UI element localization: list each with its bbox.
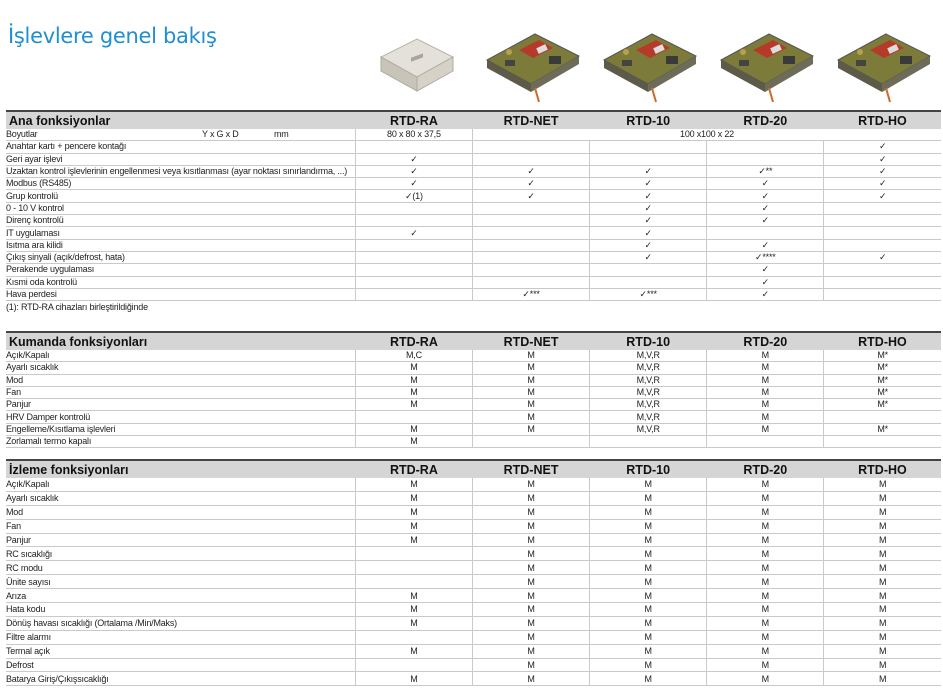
- table-cell: M: [355, 362, 472, 374]
- footnote: (1): RTD-RA cihazları birleştirildiğinde: [6, 302, 148, 312]
- table-cell: M: [590, 561, 707, 575]
- table-cell: [824, 288, 941, 300]
- table-cell: [355, 630, 472, 644]
- table-cell: M: [707, 491, 824, 505]
- table-cell: ✓: [707, 215, 824, 227]
- table-cell: [355, 251, 472, 263]
- row-label: Anahtar kartı + pencere kontağı: [6, 141, 355, 153]
- table-cell: [355, 202, 472, 214]
- dimensions-unit: mm: [274, 129, 289, 140]
- table-cell: ✓: [707, 178, 824, 190]
- table-cell: M: [707, 386, 824, 398]
- row-label: Termal açık: [6, 644, 355, 658]
- table-cell: M: [824, 505, 941, 519]
- table-cell: ✓: [590, 190, 707, 202]
- table-cell: M: [824, 533, 941, 547]
- table-cell: M: [824, 630, 941, 644]
- table-cell: [824, 436, 941, 448]
- table-cell: M: [355, 603, 472, 617]
- table-row: [6, 533, 941, 547]
- table-cell: M: [472, 423, 589, 435]
- row-label: Açık/Kapalı: [6, 478, 355, 491]
- table-row: [6, 644, 941, 658]
- table-row: [6, 276, 941, 288]
- table-cell: M: [590, 505, 707, 519]
- main-functions-table: [6, 110, 941, 301]
- column-header: RTD-NET: [472, 111, 589, 129]
- table-cell: M: [824, 658, 941, 672]
- table-cell: [355, 411, 472, 423]
- table-cell: ✓: [472, 165, 589, 177]
- table-row: [6, 616, 941, 630]
- table-cell: M*: [824, 423, 941, 435]
- table-cell: ✓****: [707, 251, 824, 263]
- row-label: Dönüş havası sıcaklığı (Ortalama /Min/Maks): [6, 616, 355, 630]
- table-cell: ✓: [355, 165, 472, 177]
- table-cell: M: [472, 374, 589, 386]
- row-label: Mod: [6, 374, 355, 386]
- table-row: [6, 350, 941, 362]
- table-cell: M: [824, 547, 941, 561]
- table-cell: M: [824, 575, 941, 589]
- table-cell: M: [707, 575, 824, 589]
- table-cell: M*: [824, 350, 941, 362]
- row-label: HRV Damper kontrolü: [6, 411, 355, 423]
- table-cell: ✓: [355, 227, 472, 239]
- table-cell: [707, 153, 824, 165]
- row-label: Isıtma ara kilidi: [6, 239, 355, 251]
- table-cell: ✓(1): [355, 190, 472, 202]
- table-row: [6, 141, 941, 153]
- table-cell: 80 x 80 x 37,5: [355, 129, 472, 141]
- table-cell: M: [472, 386, 589, 398]
- table-cell: M: [590, 672, 707, 686]
- table-cell: [824, 264, 941, 276]
- table-cell: ✓: [824, 251, 941, 263]
- table-cell: [355, 561, 472, 575]
- table-cell: M*: [824, 362, 941, 374]
- table-row: [6, 374, 941, 386]
- row-label: Açık/Kapalı: [6, 350, 355, 362]
- table-cell: M: [824, 589, 941, 603]
- column-header: RTD-NET: [472, 332, 589, 350]
- table-cell: M: [472, 658, 589, 672]
- table-cell: M,V,R: [590, 399, 707, 411]
- row-label: Ayarlı sıcaklık: [6, 362, 355, 374]
- table-cell: ✓: [590, 239, 707, 251]
- row-label: Ayarlı sıcaklık: [6, 491, 355, 505]
- table-cell: ✓: [707, 190, 824, 202]
- section-title: Ana fonksiyonlar: [6, 111, 355, 129]
- table-cell: [472, 436, 589, 448]
- table-cell: ✓: [824, 153, 941, 165]
- table-cell: M: [707, 658, 824, 672]
- column-header: RTD-20: [707, 332, 824, 350]
- column-header: RTD-20: [707, 111, 824, 129]
- table-cell: [355, 276, 472, 288]
- table-cell: M: [355, 533, 472, 547]
- table-cell: [472, 276, 589, 288]
- column-header: RTD-HO: [824, 460, 941, 478]
- table-cell: ✓**: [707, 165, 824, 177]
- table-cell: M*: [824, 374, 941, 386]
- table-cell: M: [707, 411, 824, 423]
- table-cell: [472, 141, 589, 153]
- table-cell: M: [590, 519, 707, 533]
- table-cell: [355, 141, 472, 153]
- table-row: [6, 399, 941, 411]
- table-cell: [824, 239, 941, 251]
- table-cell: [355, 215, 472, 227]
- section-title: Kumanda fonksiyonları: [6, 332, 355, 350]
- table-cell: M: [355, 505, 472, 519]
- row-label: Fan: [6, 519, 355, 533]
- rtd-net-image: [472, 14, 589, 110]
- table-cell: [590, 153, 707, 165]
- table-row: [6, 251, 941, 263]
- table-cell: ✓: [590, 215, 707, 227]
- table-cell: M: [824, 644, 941, 658]
- table-row: [6, 202, 941, 214]
- table-cell: M: [472, 505, 589, 519]
- table-cell: ✓: [707, 202, 824, 214]
- table-cell: M: [707, 362, 824, 374]
- row-label: Grup kontrolü: [6, 190, 355, 202]
- row-label: Fan: [6, 386, 355, 398]
- table-cell: M: [355, 423, 472, 435]
- table-row: [6, 227, 941, 239]
- table-row: [6, 190, 941, 202]
- column-header: RTD-HO: [824, 111, 941, 129]
- table-cell: M: [824, 672, 941, 686]
- table-row: [6, 630, 941, 644]
- table-row: [6, 658, 941, 672]
- table-cell: M: [355, 386, 472, 398]
- table-cell: M: [707, 478, 824, 491]
- row-label: 0 - 10 V kontrol: [6, 202, 355, 214]
- table-cell: M: [472, 478, 589, 491]
- table-cell: M: [472, 644, 589, 658]
- table-cell: M: [472, 672, 589, 686]
- table-cell: ✓: [707, 239, 824, 251]
- rtd-ho-image: [823, 14, 940, 110]
- table-cell: M,V,R: [590, 423, 707, 435]
- table-cell: [590, 141, 707, 153]
- table-cell: M: [707, 672, 824, 686]
- rtd-10-image: [589, 14, 706, 110]
- table-cell: M: [707, 350, 824, 362]
- table-cell: M: [355, 374, 472, 386]
- table-cell: M,V,R: [590, 386, 707, 398]
- row-label: Panjur: [6, 399, 355, 411]
- table-cell: M: [707, 505, 824, 519]
- table-cell: [472, 153, 589, 165]
- table-row: [6, 165, 941, 177]
- table-cell: ✓: [472, 190, 589, 202]
- table-cell: ✓: [355, 178, 472, 190]
- table-cell: [472, 251, 589, 263]
- column-header: RTD-NET: [472, 460, 589, 478]
- table-cell: M: [472, 519, 589, 533]
- table-row: [6, 561, 941, 575]
- column-header: RTD-RA: [355, 111, 472, 129]
- table-cell: M: [355, 478, 472, 491]
- table-cell: ✓: [824, 141, 941, 153]
- table-cell: [355, 288, 472, 300]
- table-cell: M,V,R: [590, 350, 707, 362]
- section-title: İzleme fonksiyonları: [6, 460, 355, 478]
- table-cell: ✓: [707, 276, 824, 288]
- table-cell: M: [707, 603, 824, 617]
- table-cell: ✓: [590, 251, 707, 263]
- table-cell: M,V,R: [590, 362, 707, 374]
- table-cell: M: [472, 630, 589, 644]
- table-row: [6, 264, 941, 276]
- table-cell: [472, 239, 589, 251]
- table-cell: M: [355, 519, 472, 533]
- row-label: Defrost: [6, 658, 355, 672]
- column-header: RTD-10: [590, 332, 707, 350]
- table-row: [6, 129, 941, 141]
- row-label: Direnç kontrolü: [6, 215, 355, 227]
- table-cell: M: [472, 575, 589, 589]
- table-row: [6, 178, 941, 190]
- table-cell: M: [707, 589, 824, 603]
- row-label: IT uygulaması: [6, 227, 355, 239]
- table-header-row: [6, 111, 941, 129]
- table-cell: M: [355, 672, 472, 686]
- table-cell: M: [590, 589, 707, 603]
- row-label: Batarya Giriş/Çıkışsıcaklığı: [6, 672, 355, 686]
- row-label: RC sıcaklığı: [6, 547, 355, 561]
- table-cell: M: [590, 547, 707, 561]
- table-cell: ✓: [824, 190, 941, 202]
- table-cell: ✓: [590, 202, 707, 214]
- table-cell: M*: [824, 399, 941, 411]
- table-cell: [590, 276, 707, 288]
- table-cell: M: [707, 644, 824, 658]
- table-cell: [824, 215, 941, 227]
- table-cell: M: [590, 575, 707, 589]
- row-label: RC modu: [6, 561, 355, 575]
- table-row: [6, 288, 941, 300]
- table-row: [6, 478, 941, 491]
- table-row: [6, 386, 941, 398]
- table-cell: ✓: [590, 178, 707, 190]
- table-cell: M: [590, 630, 707, 644]
- table-cell: ✓: [707, 288, 824, 300]
- row-label: Çıkış sinyali (açık/defrost, hata): [6, 251, 355, 263]
- row-label: Arıza: [6, 589, 355, 603]
- row-label: Zorlamalı termo kapalı: [6, 436, 355, 448]
- table-cell: [472, 215, 589, 227]
- page-title: İşlevlere genel bakış: [8, 24, 217, 48]
- row-label: Ünite sayısı: [6, 575, 355, 589]
- column-header: RTD-20: [707, 460, 824, 478]
- row-label: Kısmi oda kontrolü: [6, 276, 355, 288]
- table-cell: M: [707, 519, 824, 533]
- product-images: [355, 14, 941, 110]
- table-cell: [472, 227, 589, 239]
- table-cell: M: [355, 589, 472, 603]
- table-cell: M: [707, 399, 824, 411]
- table-header-row: [6, 460, 941, 478]
- table-cell: [824, 227, 941, 239]
- table-cell: M: [472, 561, 589, 575]
- table-cell: M: [824, 491, 941, 505]
- table-cell: ✓: [824, 178, 941, 190]
- table-cell: M: [355, 399, 472, 411]
- table-row: [6, 547, 941, 561]
- table-cell: [355, 264, 472, 276]
- table-row: [6, 215, 941, 227]
- table-cell: [355, 658, 472, 672]
- table-cell: [707, 227, 824, 239]
- table-cell: M: [590, 658, 707, 672]
- rtd-ra-image: [355, 14, 472, 110]
- table-cell: M: [472, 350, 589, 362]
- rtd-20-image: [706, 14, 823, 110]
- table-cell: M: [707, 630, 824, 644]
- table-row: [6, 436, 941, 448]
- table-cell: M: [824, 616, 941, 630]
- table-cell: M: [355, 491, 472, 505]
- column-header: RTD-RA: [355, 332, 472, 350]
- table-row: [6, 505, 941, 519]
- table-cell: M: [472, 399, 589, 411]
- row-label: Geri ayar işlevi: [6, 153, 355, 165]
- table-row: [6, 423, 941, 435]
- table-cell: [590, 264, 707, 276]
- table-cell: M,V,R: [590, 411, 707, 423]
- table-cell: M: [590, 478, 707, 491]
- table-cell: ✓***: [472, 288, 589, 300]
- table-row: [6, 411, 941, 423]
- table-cell: [472, 202, 589, 214]
- row-label: Filtre alarmı: [6, 630, 355, 644]
- row-label: Modbus (RS485): [6, 178, 355, 190]
- table-header-row: [6, 332, 941, 350]
- table-cell: M: [824, 478, 941, 491]
- table-cell: ✓: [590, 165, 707, 177]
- row-label: [6, 129, 355, 141]
- row-label: Engelleme/Kısıtlama işlevleri: [6, 423, 355, 435]
- table-cell: M,V,R: [590, 374, 707, 386]
- table-cell: M: [707, 374, 824, 386]
- table-cell: ✓***: [590, 288, 707, 300]
- table-cell: M: [590, 644, 707, 658]
- table-cell: M: [707, 423, 824, 435]
- table-cell: M: [355, 436, 472, 448]
- table-cell: M: [707, 561, 824, 575]
- table-cell: [472, 264, 589, 276]
- table-cell: M: [824, 603, 941, 617]
- table-cell: M: [707, 533, 824, 547]
- control-functions-table: [6, 331, 941, 448]
- table-cell: M: [707, 547, 824, 561]
- row-label: Hata kodu: [6, 603, 355, 617]
- table-cell: ✓: [472, 178, 589, 190]
- table-cell: [355, 547, 472, 561]
- dimensions-axes: Y x G x D: [202, 129, 239, 140]
- table-cell: ✓: [590, 227, 707, 239]
- row-label: Perakende uygulaması: [6, 264, 355, 276]
- table-cell: M: [590, 603, 707, 617]
- table-cell: [355, 239, 472, 251]
- row-label: Hava perdesi: [6, 288, 355, 300]
- column-header: RTD-10: [590, 111, 707, 129]
- table-cell: M: [472, 547, 589, 561]
- table-cell: [707, 436, 824, 448]
- table-cell: [824, 276, 941, 288]
- row-label: Panjur: [6, 533, 355, 547]
- column-header: RTD-RA: [355, 460, 472, 478]
- table-row: [6, 519, 941, 533]
- row-label: Mod: [6, 505, 355, 519]
- table-cell: M: [355, 616, 472, 630]
- table-cell: M: [472, 411, 589, 423]
- table-cell: ✓: [824, 165, 941, 177]
- table-cell: M: [590, 616, 707, 630]
- column-header: RTD-HO: [824, 332, 941, 350]
- table-row: [6, 153, 941, 165]
- table-cell: M: [472, 533, 589, 547]
- table-cell: [355, 575, 472, 589]
- table-cell: ✓: [707, 264, 824, 276]
- table-cell: M*: [824, 386, 941, 398]
- table-cell: M: [472, 616, 589, 630]
- table-cell: M: [355, 644, 472, 658]
- table-cell: M: [590, 533, 707, 547]
- table-row: [6, 491, 941, 505]
- table-row: [6, 239, 941, 251]
- table-row: [6, 362, 941, 374]
- table-cell: M: [472, 491, 589, 505]
- table-cell: M: [472, 603, 589, 617]
- table-row: [6, 672, 941, 686]
- table-cell: M: [472, 589, 589, 603]
- table-cell: M: [472, 362, 589, 374]
- row-label: Uzaktan kontrol işlevlerinin engellenmesi veya kısıtlanması (ayar noktası sınırlandırma, ...): [6, 165, 355, 177]
- monitoring-functions-table: [6, 459, 941, 686]
- table-row: [6, 575, 941, 589]
- table-row: [6, 603, 941, 617]
- dimensions-label: Boyutlar: [6, 129, 38, 140]
- table-cell: ✓: [355, 153, 472, 165]
- table-cell: [824, 411, 941, 423]
- table-cell: M: [707, 616, 824, 630]
- table-row: [6, 589, 941, 603]
- table-cell: [707, 141, 824, 153]
- table-cell: [590, 436, 707, 448]
- table-cell: 100 x100 x 22: [472, 129, 941, 141]
- table-cell: [824, 202, 941, 214]
- column-header: RTD-10: [590, 460, 707, 478]
- table-cell: M,C: [355, 350, 472, 362]
- table-cell: M: [824, 561, 941, 575]
- table-cell: M: [590, 491, 707, 505]
- table-cell: M: [824, 519, 941, 533]
